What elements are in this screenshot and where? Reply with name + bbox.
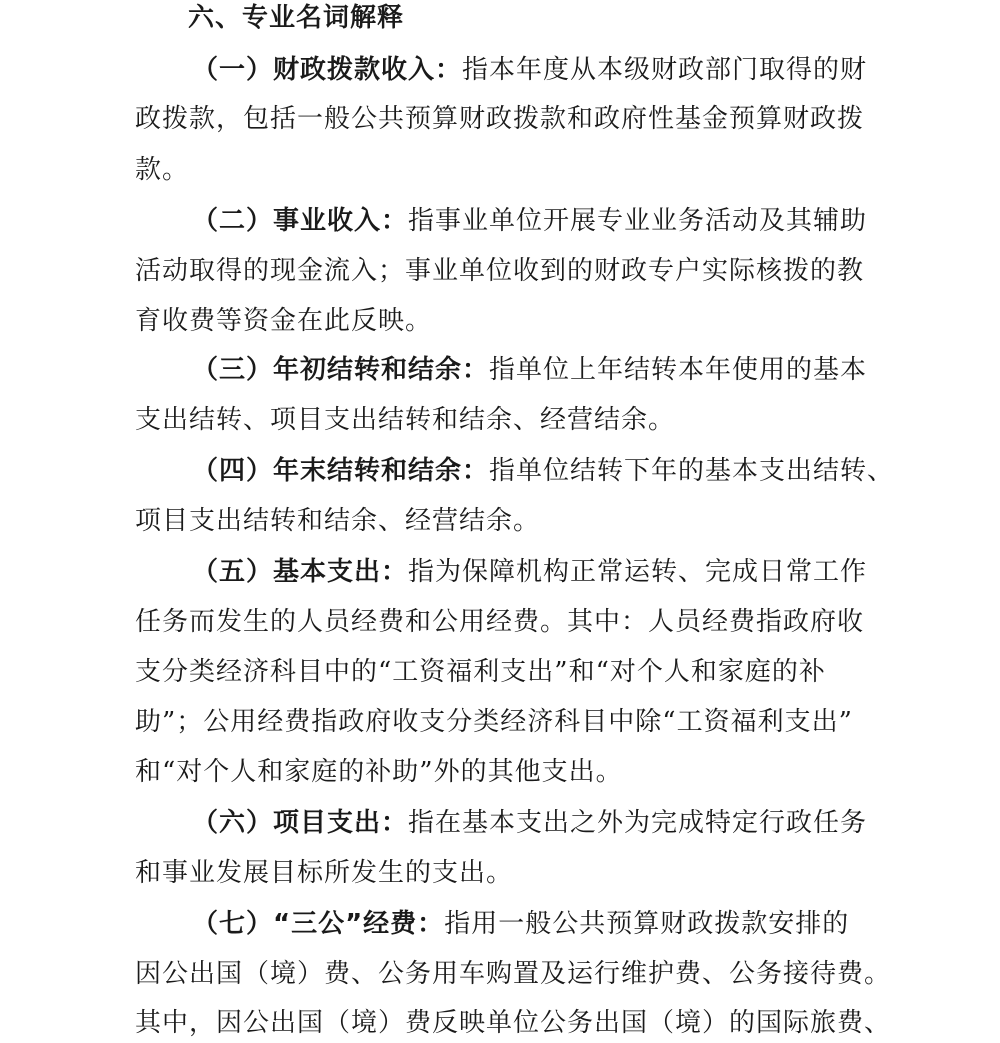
paragraph-2-line-1 xyxy=(192,201,867,241)
paragraph-text: 指本年度从本级财政部门取得的财 xyxy=(462,55,868,85)
paragraph-2-line-3: 育收费等资金在此反映。 xyxy=(135,306,433,336)
paragraph-7-line-3: 其中，因公出国（境）费反映单位公务出国（境）的国际旅费、 xyxy=(135,1008,892,1038)
paragraph-2-line-2: 活动取得的现金流入；事业单位收到的财政专户实际核拨的教 xyxy=(135,256,865,286)
paragraph-text: 指在基本支出之外为完成特定行政任务 xyxy=(408,808,868,838)
paragraph-5-line-5: 和“对个人和家庭的补助”外的其他支出。 xyxy=(135,757,623,787)
paragraph-3-line-2: 支出结转、项目支出结转和结余、经营结余。 xyxy=(135,405,676,435)
paragraph-7-line-1 xyxy=(192,904,849,944)
paragraph-5-line-3: 支分类经济科目中的“工资福利支出”和“对个人和家庭的补 xyxy=(135,657,826,687)
paragraph-6-line-2: 和事业发展目标所发生的支出。 xyxy=(135,858,514,888)
paragraph-1-line-3: 款。 xyxy=(135,155,190,185)
paragraph-1-line-2: 政拨款，包括一般公共预算财政拨款和政府性基金预算财政拨 xyxy=(135,104,865,134)
section-heading: 六、专业名词解释 xyxy=(188,3,405,33)
term-label: （二）事业收入： xyxy=(192,206,409,236)
paragraph-text: 指用一般公共预算财政拨款安排的 xyxy=(444,909,850,939)
paragraph-5-line-2: 任务而发生的人员经费和公用经费。其中：人员经费指政府收 xyxy=(135,607,865,637)
paragraph-6-line-1 xyxy=(192,803,867,843)
term-label: （七）“三公”经费： xyxy=(192,909,445,939)
paragraph-text: 指单位结转下年的基本支出结转、 xyxy=(489,456,895,486)
paragraph-5-line-1 xyxy=(192,552,867,592)
term-label: （五）基本支出： xyxy=(192,557,409,587)
paragraph-text: 指事业单位开展专业业务活动及其辅助 xyxy=(408,206,868,236)
paragraph-text: 指为保障机构正常运转、完成日常工作 xyxy=(408,557,868,587)
term-label: （一）财政拨款收入： xyxy=(192,55,463,85)
paragraph-text: 指单位上年结转本年使用的基本 xyxy=(489,355,868,385)
paragraph-7-line-2: 因公出国（境）费、公务用车购置及运行维护费、公务接待费。 xyxy=(135,959,892,989)
paragraph-3-line-1 xyxy=(192,350,867,390)
term-label: （四）年末结转和结余： xyxy=(192,456,490,486)
paragraph-5-line-4: 助”；公用经费指政府收支分类经济科目中除“工资福利支出” xyxy=(135,707,853,737)
paragraph-4-line-2: 项目支出结转和结余、经营结余。 xyxy=(135,506,541,536)
term-label: （三）年初结转和结余： xyxy=(192,355,490,385)
term-label: （六）项目支出： xyxy=(192,808,409,838)
paragraph-1-line-1 xyxy=(192,50,867,90)
paragraph-4-line-1 xyxy=(192,451,894,491)
